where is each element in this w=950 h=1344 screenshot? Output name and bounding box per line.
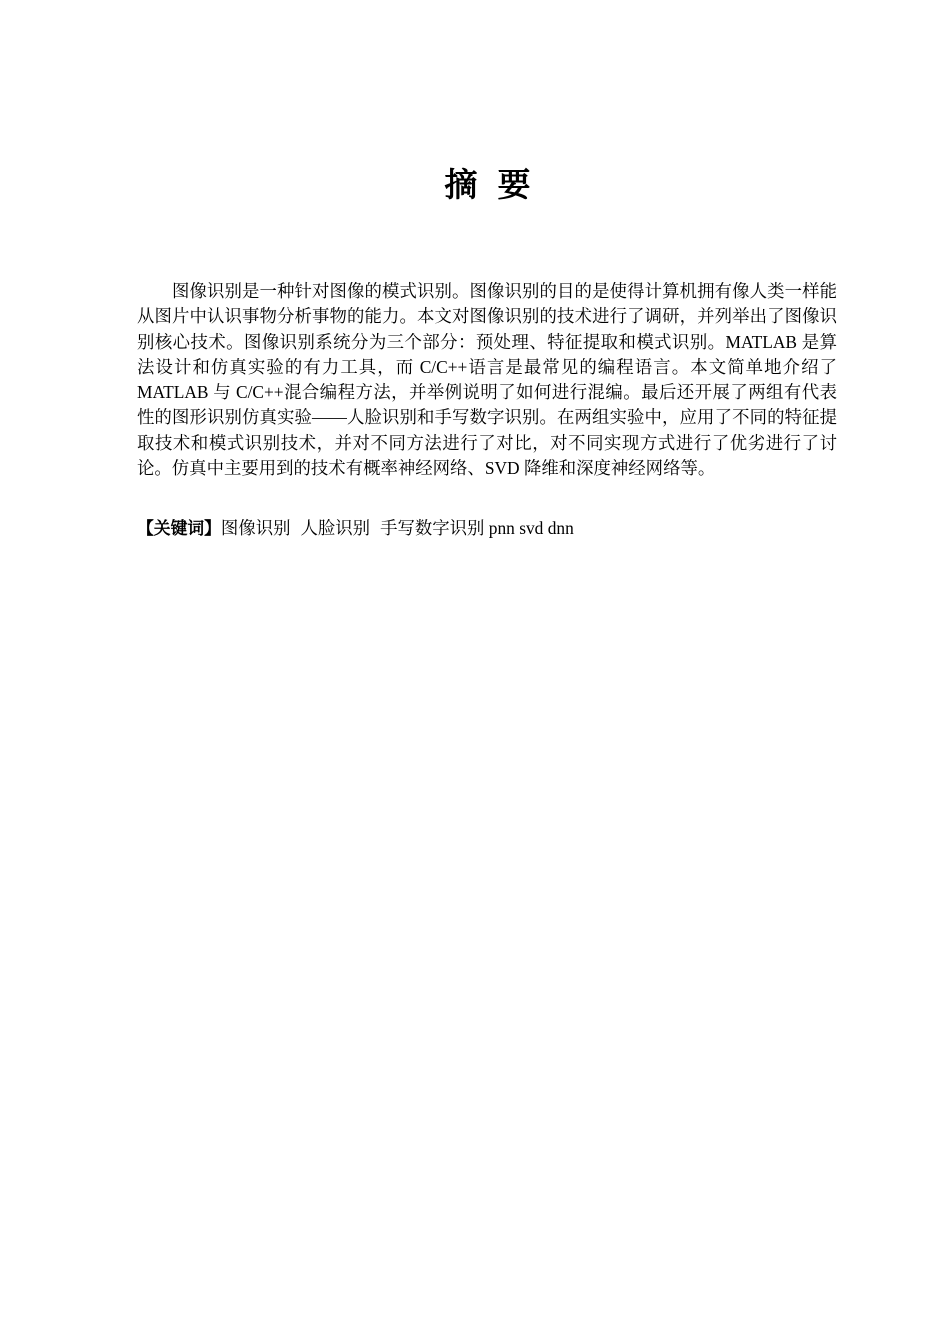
keyword-item: 图像识别 [220, 518, 291, 538]
abstract-paragraph: 图像识别是一种针对图像的模式识别。图像识别的目的是使得计算机拥有像人类一样能从图片中认识事物分析事物的能力。本文对图像识别的技术进行了调研，并列举出了图像识别核心技术。图像识别系统分为三个部分：预处理、特征提取和模式识别。MATLAB 是算法设计和仿真实验的有力工具，而 C/C++语言是最常见的编程语言。本文简单地介绍了 MATLAB 与 C/C++混合编程方法，并举例说明了如何进行混编。最后还开展了两组有代表性的图形识别仿真实验——人脸识别和手写数字识别。在两组实验中，应用了不同的特征提取技术和模式识别技术，并对不同方法进行了对比，对不同实现方式进行了优劣进行了讨论。仿真中主要用到的技术有概率神经网络、SVD 降维和深度神经网络等。 [137, 281, 837, 479]
keywords-label: 【关键词】 [137, 518, 221, 538]
keywords-line [137, 515, 837, 541]
title-char-1: 摘 [444, 165, 478, 204]
keyword-item: 人脸识别 [300, 518, 371, 538]
page-title [0, 162, 950, 208]
title-char-2: 要 [497, 165, 531, 204]
keyword-item: 手写数字识别 pnn svd dnn [380, 518, 574, 538]
